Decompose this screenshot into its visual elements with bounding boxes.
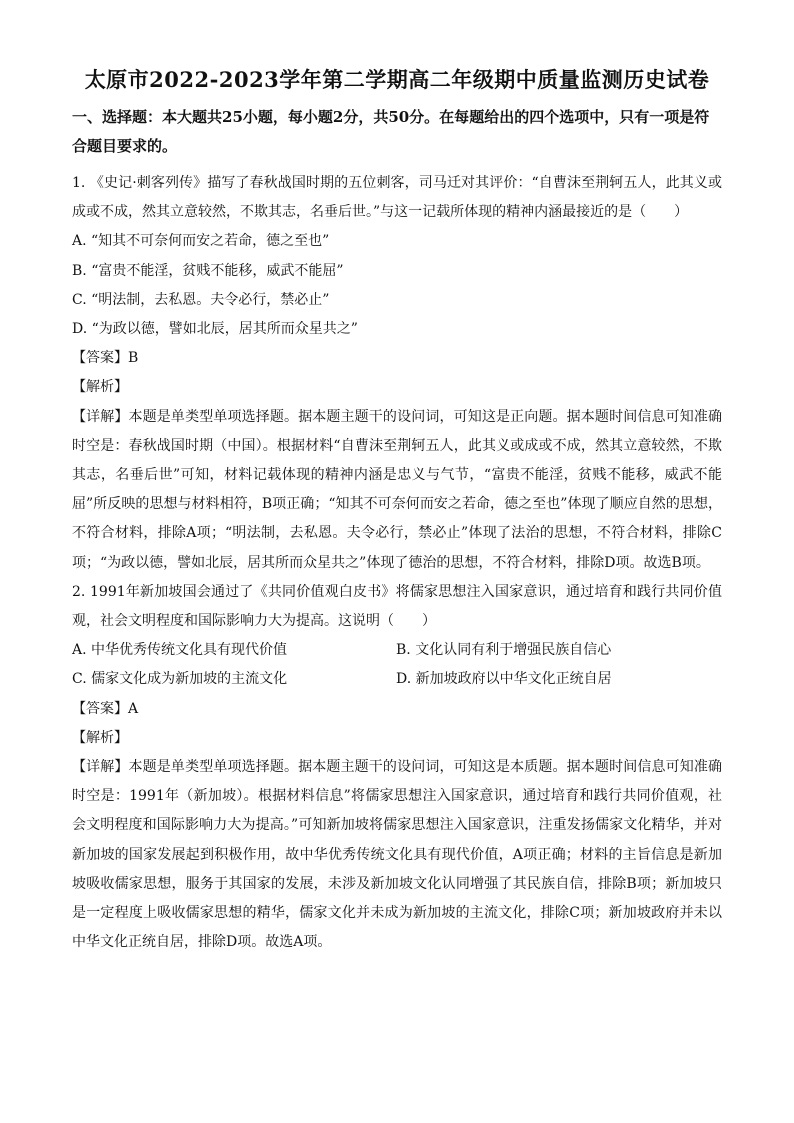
answer-label: 【答案】B bbox=[72, 350, 139, 367]
analysis-label: 【解析】 bbox=[72, 729, 128, 746]
answer-label: 【答案】A bbox=[72, 700, 139, 717]
questions-body bbox=[72, 169, 722, 957]
options-row bbox=[72, 665, 722, 694]
option-c: C. 儒家文化成为新加坡的主流文化 bbox=[72, 671, 288, 688]
question-stem: 2. 1991年新加坡国会通过了《共同价值观白皮书》将儒家思想注入国家意识，通过培育和践行共同价值观，社会文明程度和国际影响力大为提高。这说明（ ） bbox=[72, 583, 722, 630]
option-a: A. 中华优秀传统文化具有现代价值 bbox=[72, 642, 288, 659]
option-d: D. “为政以德，譬如北辰，居其所而众星共之” bbox=[72, 321, 358, 338]
analysis-label: 【解析】 bbox=[72, 379, 128, 396]
option-a: A. “知其不可奈何而安之若命，德之至也” bbox=[72, 233, 330, 250]
detail-text: 【详解】本题是单类型单项选择题。据本题主题干的设问词，可知这是本质题。据本题时间信息可知准确时空是：1991年（新加坡）。根据材料信息”将儒家思想注入国家意识，通过培育和践行共同价值观，社会文明程度和国际影响力大为提高。”可知新加坡将儒家思想注入国家意识，注重发扬儒家文化精华，并对新加坡的国家发展起到积极作用，故中华优秀传统文化具有现代价值，A项正确；材料的主旨信息是新加坡吸收儒家思想，服务于其国家的发展，未涉及新加坡文化认同增强了其民族自信，排除B项；新加坡只是一定程度上吸收儒家思想的精华，儒家文化并未成为新加坡的主流文化，排除C项；新加坡政府并未以中华文化正统自居，排除D项。故选A项。 bbox=[72, 759, 722, 951]
question-2 bbox=[72, 578, 722, 958]
option-b: B. “富贵不能淫，贫贱不能移，威武不能屈” bbox=[72, 262, 344, 279]
question-stem: 1. 《史记·刺客列传》描写了春秋战国时期的五位刺客，司马迁对其评价：“自曹沫至荆轲五人，此其义或成或不成，然其立意较然，不欺其志，名垂后世。”与这一记载所体现的精神内涵最接近的是（ ） bbox=[72, 175, 722, 221]
options-row bbox=[72, 636, 722, 665]
question-1 bbox=[72, 169, 722, 578]
option-c: C. “明法制，去私恩。夫令必行，禁必止” bbox=[72, 291, 330, 308]
detail-text: 【详解】本题是单类型单项选择题。据本题主题干的设问词，可知这是正向题。据本题时间信息可知准确时空是：春秋战国时期（中国）。根据材料“自曹沫至荆轲五人，此其义或成或不成，然其立意较然，不欺其志，名垂后世”可知，材料记载体现的精神内涵是忠义与气节，“富贵不能淫，贫贱不能移，威武不能屈”所反映的思想与材料相符，B项正确；“知其不可奈何而安之若命，德之至也”体现了顺应自然的思想，不符合材料，排除A项；“明法制，去私恩。夫令必行，禁必止”体现了法治的思想，不符合材料，排除C项；“为政以德，譬如北辰，居其所而众星共之”体现了德治的思想，不符合材料，排除D项。故选B项。 bbox=[72, 408, 722, 571]
option-b: B. 文化认同有利于增强民族自信心 bbox=[396, 642, 612, 659]
section-header: 一、选择题：本大题共25小题，每小题2分，共50分。在每题给出的四个选项中，只有一项是符合题目要求的。 bbox=[72, 108, 710, 155]
page-title: 太原市2022-2023学年第二学期高二年级期中质量监测历史试卷 bbox=[84, 67, 710, 92]
option-d: D. 新加坡政府以中华文化正统自居 bbox=[396, 671, 612, 688]
